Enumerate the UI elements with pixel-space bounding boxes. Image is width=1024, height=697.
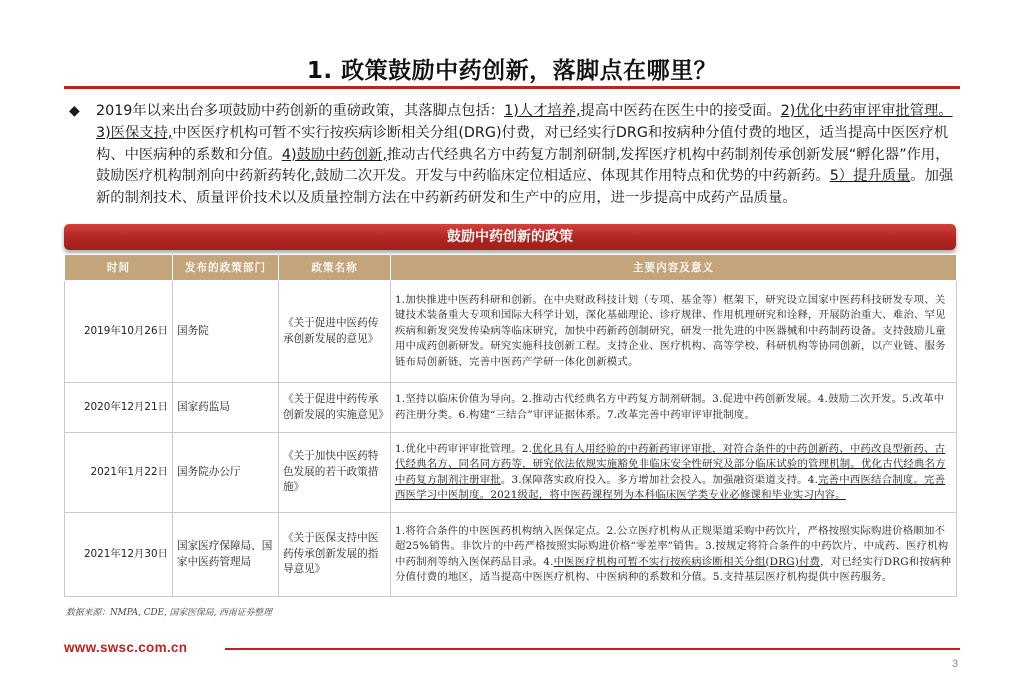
content-underlined: 中医医疗机构可暂不实行按疾病诊断相关分组(DRG)付费 [553,555,821,568]
policy-table [64,254,957,597]
content-underlined: 优化具有人用经验的中药新药审评审批，对符合条件的中药创新药、中药改良型新药、古代经典名方、同名同方药等，研究依法依规实施豁免非临床安全性研究及部分临床试验的管理机制。优化古代经典名方中药复方制剂注册审批 [395,442,946,486]
content-part: 1.将符合条件的中医医药机构纳入医保定点。2.公立医疗机构从正规渠道采购中药饮片，严格按照实际购进价格顺加不超25%销售。非饮片的中药严格按照实际购进价格“零差率”销售。3.按规定将符合条件的中药饮片、中成药、医疗机构中药制剂等纳入医保药品目录。4. [395,524,949,568]
cell-policy-name: 《关于促进中医药传承创新发展的意见》 [279,281,391,383]
cell-dept: 国家药监局 [173,383,279,433]
cell-policy-name: 《关于促进中药传承创新发展的实施意见》 [279,383,391,433]
intro-text [72,101,956,210]
cell-dept: 国务院 [173,281,279,383]
intro-text-2: 提高中医药在医生中的接受面。 [580,103,781,119]
content-part: 。3.保障落实政府投入。多方增加社会投入。加强融资渠道支持。4. [500,473,819,486]
table-title-banner: 鼓励中药创新的政策 [64,224,956,250]
cell-policy-name: 《关于医保支持中医药传承创新发展的指导意见》 [279,513,391,597]
cell-time: 2020年12月21日 [65,383,173,433]
diamond-bullet-icon: ◆ [69,103,80,119]
data-source-note: 数据来源：NMPA, CDE, 国家医保局, 西南证券整理 [66,608,272,618]
content-underlined: 完善中西医结合制度。完善西医学习中医制度。2021级起，将中医药课程列为本科临床医学类专业必修课和毕业实习内容。 [395,473,946,501]
footer-website-link[interactable]: www.swsc.com.cn [64,640,188,655]
point-talent: 1)人才培养, [504,103,581,119]
page-title: 1. 政策鼓励中药创新，落脚点在哪里？ [306,58,718,84]
table-row [65,433,957,513]
header-dept: 发布的政策部门 [173,255,279,281]
content-part: 1.优化中药审评审批管理。2. [395,442,533,455]
cell-content [391,513,957,597]
intro-text-5: 。加强新的制剂技术、质量评价技术以及质量控制方法在中药新药研发和生产中的应用，进一步提高中成药产品质量。 [96,168,954,207]
intro-paragraph [69,101,956,210]
point-innovation: 4)鼓励中药创新, [281,146,387,163]
cell-content [391,433,957,513]
point-quality: 5）提升质量 [829,168,911,185]
content-part: ，对已经实行DRG和按病种分值付费的地区，适当提高中医医疗机构、中医病种的系数和分值。5.支持基层医疗机构提供中医药服务。 [395,555,952,583]
cell-dept: 国家医疗保障局、国家中医药管理局 [173,513,279,597]
point-review: 2)优化中药审评审批管理。 [780,103,953,119]
header-time: 时间 [65,255,173,281]
cell-time: 2021年1月22日 [65,433,173,513]
intro-text-4: 推动古代经典名方中药复方制剂研制,发挥医疗机构中药制剂传承创新发展“孵化器”作用，鼓励医疗机构制剂向中药新药转化,鼓励二次开发。开发与中药临床定位相适应、体现其作用特点和优势的中药新药。 [96,146,950,185]
title-divider [64,86,960,89]
cell-policy-name: 《关于加快中医药特色发展的若干政策措施》 [279,433,391,513]
footer-divider [225,648,960,650]
point-insurance: 3)医保支持, [96,124,173,141]
intro-text-3: 中医医疗机构可暂不实行按疾病诊断相关分组(DRG)付费，对已经实行DRG和按病种分值付费的地区，适当提高中医医疗机构、中医病种的系数和分值。 [96,124,949,163]
page-number: 3 [952,658,959,670]
table-row [65,513,957,597]
cell-dept: 国务院办公厅 [173,433,279,513]
header-content: 主要内容及意义 [391,255,957,281]
cell-content: 1.加快推进中医药科研和创新。在中央财政科技计划（专项、基金等）框架下，研究设立国家中医药科技研发专项、关键技术装备重大专项和国际大科学计划，深化基础理论、诊疗规律、作用机理研究和诠释，开展防治重大、难治、罕见疾病和新发突发传染病等临床研究，加快中药新药创制研究，研发一批先进的中医器械和中药制药设备。支持鼓励儿童用中成药创新研发。研究实施科技创新工程。支持企业、医疗机构、高等学校、科研机构等协同创新，以产业链、服务链布局创新链，完善中医药产学研一体化创新模式。 [391,281,957,383]
intro-lead: 2019年以来出台多项鼓励中药创新的重磅政策，其落脚点包括： [96,103,505,119]
cell-time: 2021年12月30日 [65,513,173,597]
cell-time: 2019年10月26日 [65,281,173,383]
table-row [65,383,957,433]
cell-content: 1.坚持以临床价值为导向。2.推动古代经典名方中药复方制剂研制。3.促进中药创新发展。4.鼓励二次开发。5.改革中药注册分类。6.构建“三结合”审评证据体系。7.改革完善中药审评审批制度。 [391,383,957,433]
table-row [65,281,957,383]
table-header-row [65,255,957,281]
header-policy-name: 政策名称 [279,255,391,281]
